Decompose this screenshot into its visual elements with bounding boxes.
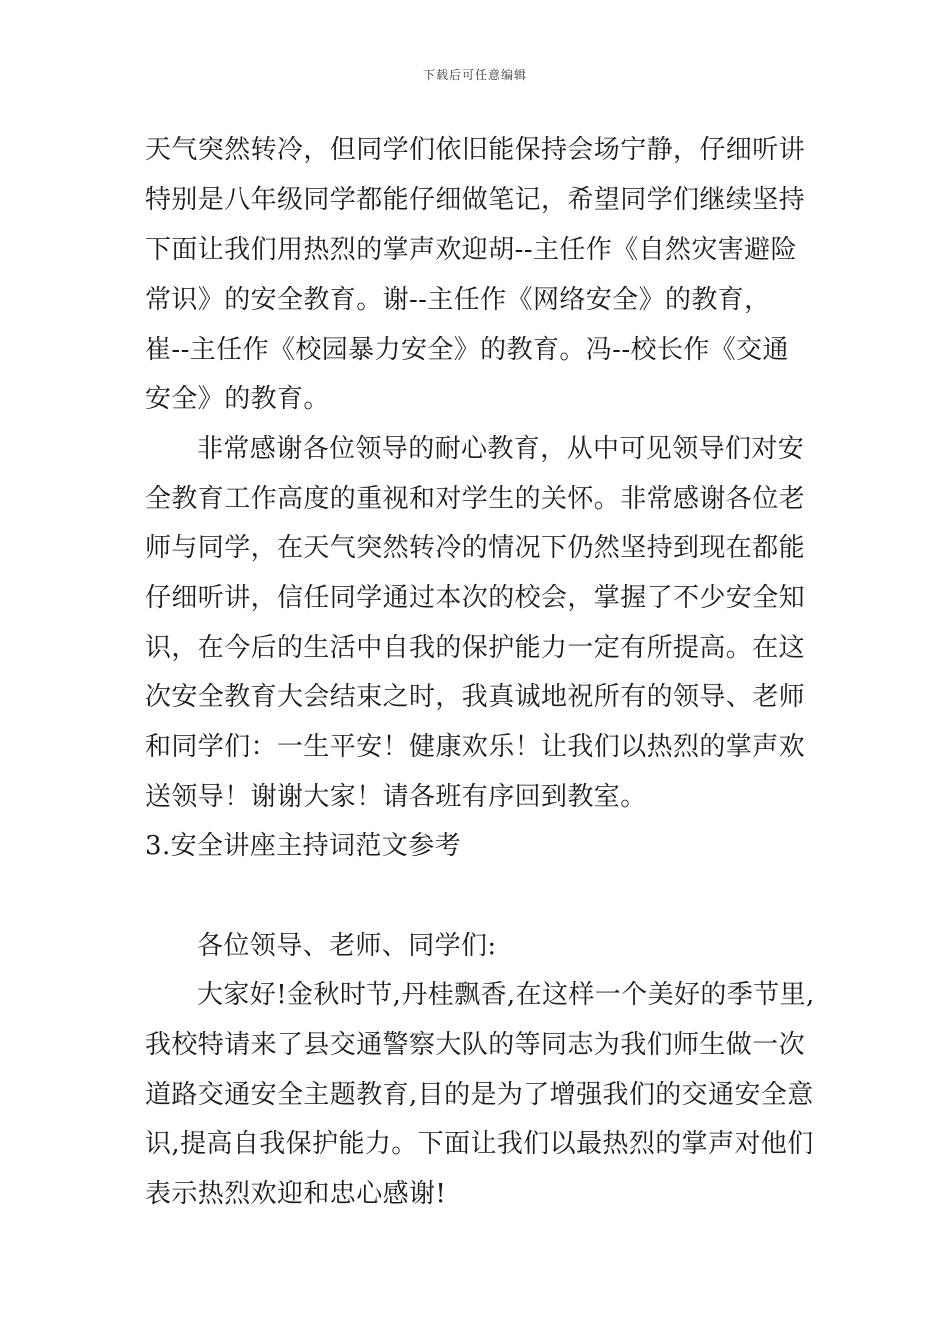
text-line: 送领导！谢谢大家！请各班有序回到教室。 — [145, 782, 647, 812]
paragraph-start-line: 大家好!金秋时节,丹桂飘香,在这样一个美好的季节里, — [197, 980, 815, 1010]
text-line: 全教育工作高度的重视和对学生的关怀。非常感谢各位老 — [145, 484, 806, 514]
text-line: 道路交通安全主题教育,目的是为了增强我们的交通安全意 — [145, 1080, 814, 1110]
page-header: 下载后可任意编辑 — [422, 68, 527, 82]
paragraph-start-line: 非常感谢各位领导的耐心教育，从中可见领导们对安 — [197, 434, 805, 464]
text-line: 安全》的教育。 — [145, 384, 330, 414]
text-line: 仔细听讲，信任同学通过本次的校会，掌握了不少安全知 — [145, 583, 806, 613]
text-line: 下面让我们用热烈的掌声欢迎胡--主任作《自然灾害避险 — [145, 235, 797, 265]
text-line: 识，在今后的生活中自我的保护能力一定有所提高。在这 — [145, 633, 806, 663]
text-line: 我校特请来了县交通警察大队的等同志为我们师生做一次 — [145, 1030, 806, 1060]
section-heading: 3.安全讲座主持词范文参考 — [145, 831, 462, 861]
text-line: 识,提高自我保护能力。下面让我们以最热烈的掌声对他们 — [145, 1129, 814, 1159]
text-line: 和同学们：一生平安！健康欢乐！让我们以热烈的掌声欢 — [145, 732, 806, 762]
text-line: 特别是八年级同学都能仔细做笔记，希望同学们继续坚持 — [145, 185, 806, 215]
text-line: 次安全教育大会结束之时，我真诚地祝所有的领导、老师 — [145, 682, 806, 712]
text-line: 崔--主任作《校园暴力安全》的教育。冯--校长作《交通 — [145, 335, 789, 365]
text-line: 师与同学，在天气突然转冷的情况下仍然坚持到现在都能 — [145, 533, 806, 563]
salutation-line: 各位领导、老师、同学们: — [197, 931, 497, 961]
text-line: 表示热烈欢迎和忠心感谢! — [145, 1179, 447, 1209]
text-line: 常识》的安全教育。谢--主任作《网络安全》的教育， — [145, 285, 771, 315]
text-line: 天气突然转冷，但同学们依旧能保持会场宁静，仔细听讲 — [145, 135, 806, 165]
